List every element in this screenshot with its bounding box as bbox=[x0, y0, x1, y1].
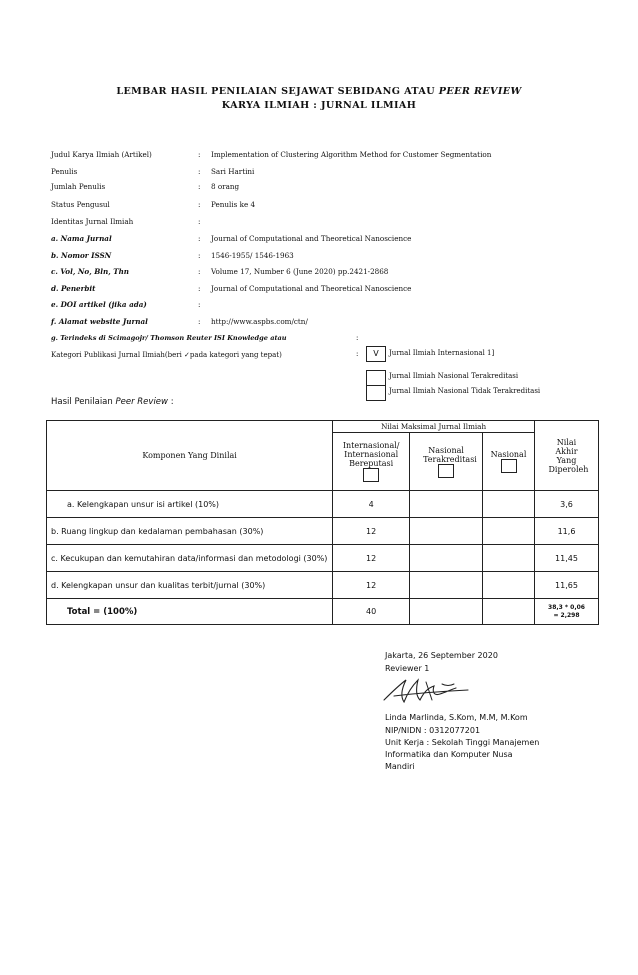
total-nas-akr bbox=[410, 599, 483, 625]
reviewer-place-date: Jakarta, 26 September 2020 bbox=[385, 651, 498, 660]
meta-label: Identitas Jurnal Ilmiah bbox=[51, 217, 134, 226]
header-nas: Nasional bbox=[490, 450, 527, 459]
checkbox-nas[interactable] bbox=[501, 459, 517, 473]
category-checkbox-tidak[interactable] bbox=[366, 385, 386, 401]
total-final bbox=[535, 599, 599, 625]
title-line1: LEMBAR HASIL PENILAIAN SEJAWAT SEBIDANG ATAU bbox=[116, 86, 439, 97]
row-nas bbox=[483, 572, 535, 599]
result-label bbox=[51, 397, 174, 407]
meta-label: Judul Karya Ilmiah (Artikel) bbox=[51, 150, 152, 159]
table-row bbox=[47, 545, 599, 572]
meta-label: Status Pengusul bbox=[51, 200, 110, 209]
row-nas-akr bbox=[410, 518, 483, 545]
row-final: 11,45 bbox=[535, 545, 599, 572]
row-component: c. Kecukupan dan kemutahiran data/informasi dan metodologi (30%) bbox=[47, 545, 333, 572]
header-intl-cell bbox=[333, 433, 410, 491]
row-nas bbox=[483, 491, 535, 518]
row-component: d. Kelengkapan unsur dan kualitas terbit/jurnal (30%) bbox=[47, 572, 333, 599]
header-nas-akr-cell bbox=[410, 433, 483, 491]
row-component: a. Kelengkapan unsur isi artikel (10%) bbox=[47, 491, 333, 518]
table-row-total bbox=[47, 599, 599, 625]
meta-label: e. DOI artikel (jika ada) bbox=[51, 300, 147, 309]
meta-label: b. Nomor ISSN bbox=[51, 251, 112, 260]
row-final: 11,65 bbox=[535, 572, 599, 599]
title-line1-italic: PEER REVIEW bbox=[438, 86, 522, 97]
page-subtitle: KARYA ILMIAH : JURNAL ILMIAH bbox=[221, 100, 417, 111]
checkbox-nas-akr[interactable] bbox=[438, 464, 454, 478]
meta-value: Implementation of Clustering Algorithm Method for Customer Segmentation bbox=[211, 150, 492, 159]
row-nas bbox=[483, 518, 535, 545]
indexed-label: g. Terindeks di Scimagojr/ Thomson Reuter ISI Knowledge atau bbox=[51, 334, 287, 342]
row-max: 4 bbox=[333, 491, 410, 518]
reviewer-unit-2: Informatika dan Komputer Nusa bbox=[385, 750, 513, 759]
indexed-colon: : bbox=[356, 334, 359, 342]
row-max: 12 bbox=[333, 545, 410, 572]
row-max: 12 bbox=[333, 572, 410, 599]
row-component: b. Ruang lingkup dan kedalaman pembahasan (30%) bbox=[47, 518, 333, 545]
meta-label: c. Vol, No, Bln, Thn bbox=[51, 267, 130, 276]
reviewer-role: Reviewer 1 bbox=[385, 664, 430, 673]
row-nas-akr bbox=[410, 572, 483, 599]
category-checkbox-intl[interactable]: V bbox=[366, 346, 386, 362]
result-label-prefix: Hasil Penilaian bbox=[51, 397, 116, 407]
total-label: Total = (100%) bbox=[47, 599, 333, 625]
meta-value: Volume 17, Number 6 (June 2020) pp.2421-2868 bbox=[211, 267, 389, 276]
row-nas-akr bbox=[410, 491, 483, 518]
meta-label: d. Penerbit bbox=[51, 284, 96, 293]
category-colon: : bbox=[356, 350, 359, 358]
header-intl: Internasional/ Internasional Bereputasi bbox=[342, 441, 400, 468]
meta-value: 1546-1955/ 1546-1963 bbox=[211, 251, 294, 260]
total-max: 40 bbox=[333, 599, 410, 625]
category-label: Kategori Publikasi Jurnal Ilmiah(beri ✓pada kategori yang tepat) bbox=[51, 351, 282, 359]
result-label-suffix: : bbox=[168, 397, 174, 407]
category-label-tidak: Jurnal Ilmiah Nasional Tidak Terakreditasi bbox=[389, 387, 541, 395]
header-group: Nilai Maksimal Jurnal Ilmiah bbox=[333, 421, 535, 433]
meta-value: 8 orang bbox=[211, 182, 240, 191]
result-label-italic: Peer Review bbox=[115, 397, 168, 407]
meta-label: f. Alamat website Jurnal bbox=[51, 317, 148, 326]
meta-label: a. Nama Jurnal bbox=[51, 234, 112, 243]
header-component: Komponen Yang Dinilai bbox=[47, 421, 333, 491]
reviewer-nip: NIP/NIDN : 0312077201 bbox=[385, 726, 481, 735]
table-row bbox=[47, 572, 599, 599]
table-row bbox=[47, 491, 599, 518]
meta-value: Penulis ke 4 bbox=[211, 200, 256, 209]
header-nas-akr: Nasional Terakreditasi bbox=[423, 445, 477, 464]
total-final-text: 38,3 * 0,06 = 2,298 bbox=[548, 603, 585, 619]
reviewer-unit-1: Unit Kerja : Sekolah Tinggi Manajemen bbox=[385, 738, 540, 747]
meta-value: Journal of Computational and Theoretical Nanoscience bbox=[211, 284, 412, 293]
meta-value: Sari Hartini bbox=[211, 167, 255, 176]
total-nas bbox=[483, 599, 535, 625]
meta-value[interactable]: http://www.aspbs.com/ctn/ bbox=[211, 317, 308, 326]
category-label-akr: Jurnal Ilmiah Nasional Terakreditasi bbox=[389, 372, 519, 380]
row-final: 11,6 bbox=[535, 518, 599, 545]
row-final: 3,6 bbox=[535, 491, 599, 518]
table-row bbox=[47, 518, 599, 545]
reviewer-unit-3: Mandiri bbox=[385, 762, 415, 771]
meta-label: Penulis bbox=[51, 167, 78, 176]
row-nas-akr bbox=[410, 545, 483, 572]
meta-value: Journal of Computational and Theoretical Nanoscience bbox=[211, 234, 412, 243]
header-final bbox=[535, 421, 599, 491]
category-checkbox-akr[interactable] bbox=[366, 370, 386, 386]
page-title bbox=[0, 86, 638, 97]
checkbox-intl[interactable] bbox=[363, 468, 379, 482]
peer-review-table bbox=[46, 420, 599, 625]
meta-label: Jumlah Penulis bbox=[51, 182, 106, 191]
header-final-text: Nilai Akhir Yang Diperoleh bbox=[548, 437, 589, 474]
category-label-intl: Jurnal Ilmiah Internasional 1] bbox=[389, 349, 495, 357]
signature bbox=[380, 676, 472, 708]
reviewer-name: Linda Marlinda, S.Kom, M.M, M.Kom bbox=[385, 713, 528, 722]
row-nas bbox=[483, 545, 535, 572]
header-nas-cell bbox=[483, 433, 535, 491]
row-max: 12 bbox=[333, 518, 410, 545]
